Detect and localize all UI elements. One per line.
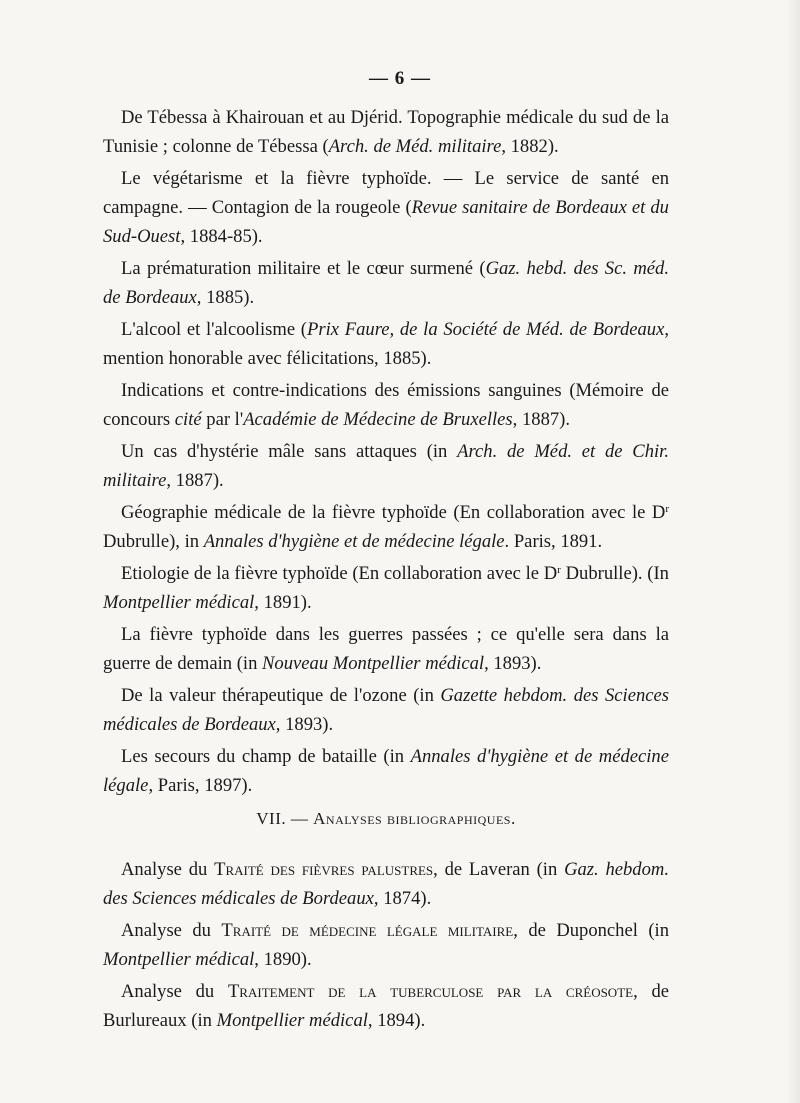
bibliography-entry: Les secours du champ de bataille (in Annales d'hygiène et de médecine légale, Paris, 1897). bbox=[103, 746, 669, 796]
analysis-entry: Analyse du Traitement de la tuberculose par la créosote, de Burlureaux (in Montpellier médical, 1894). bbox=[103, 981, 669, 1031]
bibliography-entry: L'alcool et l'alcoolisme (Prix Faure, de la Société de Méd. de Bordeaux, mention honorable avec félicitations, 1885). bbox=[103, 319, 669, 369]
bibliography-entry: Le végétarisme et la fièvre typhoïde. — Le service de santé en campagne. — Contagion de la rougeole (Revue sanitaire de Bordeaux et du Sud-Ouest, 1884-85). bbox=[103, 168, 669, 247]
page-edge-shadow bbox=[786, 0, 800, 1103]
section-heading: VII. — Analyses bibliographiques. bbox=[256, 809, 516, 828]
analysis-entry: Analyse du Traité des fièvres palustres, de Laveran (in Gaz. hebdom. des Sciences médicales de Bordeaux, 1874). bbox=[103, 859, 669, 909]
page-number: — 6 — bbox=[369, 68, 431, 89]
bibliography-entry: Etiologie de la fièvre typhoïde (En collaboration avec le $D^r$ Dubrulle). (In Montpellier médical, 1891). bbox=[103, 563, 669, 613]
bibliography-entry: Un cas d'hystérie mâle sans attaques (in Arch. de Méd. et de Chir. militaire, 1887). bbox=[103, 441, 669, 491]
analysis-entry: Analyse du Traité de médecine légale militaire, de Duponchel (in Montpellier médical, 1890). bbox=[103, 920, 669, 970]
bibliography-entry: De la valeur thérapeutique de l'ozone (in Gazette hebdom. des Sciences médicales de Bordeaux, 1893). bbox=[103, 685, 669, 735]
bibliography-entry: De Tébessa à Khairouan et au Djérid. Topographie médicale du sud de la Tunisie ; colonne de Tébessa (Arch. de Méd. militaire, 1882). bbox=[103, 107, 669, 157]
bibliography-entry: La prématuration militaire et le cœur surmené (Gaz. hebd. des Sc. méd. de Bordeaux, 1885). bbox=[103, 258, 669, 308]
bibliography-entry: Géographie médicale de la fièvre typhoïde (En collaboration avec le $D^r$ Dubrulle), in Annales d'hygiène et de médecine légale. Paris, 1891. bbox=[103, 502, 669, 552]
bibliography-entry: La fièvre typhoïde dans les guerres passées ; ce qu'elle sera dans la guerre de demain (in Nouveau Montpellier médical, 1893). bbox=[103, 624, 669, 674]
bibliography-entry: Indications et contre-indications des émissions sanguines (Mémoire de concours cité par l'Académie de Médecine de Bruxelles, 1887). bbox=[103, 380, 669, 430]
bibliography-list bbox=[103, 103, 669, 1038]
